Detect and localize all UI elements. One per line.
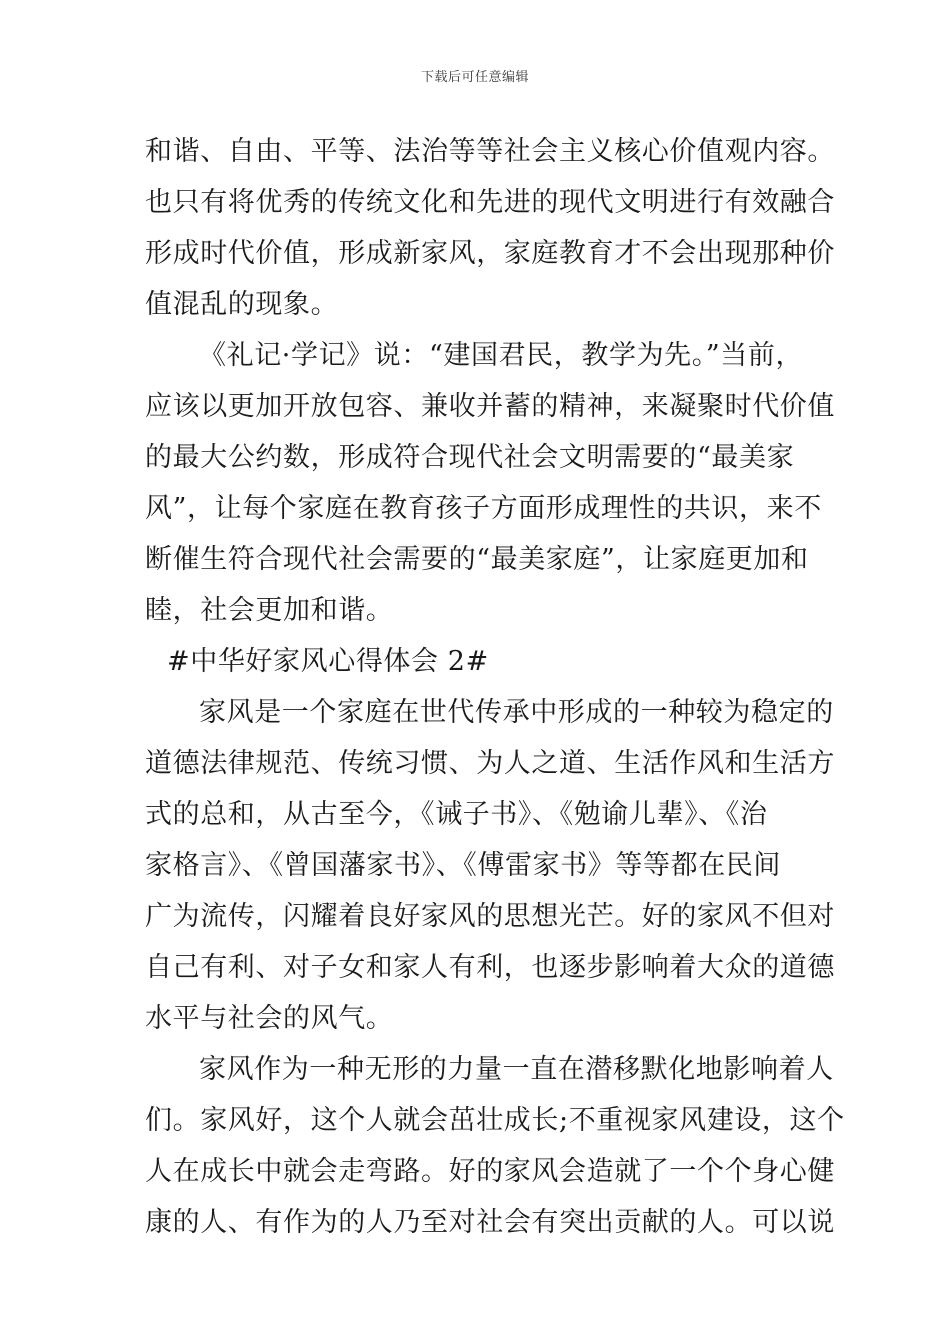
text-line: 值混乱的现象。 <box>145 289 339 320</box>
text-line: 式的总和，从古至今，《诫子书》、《勉谕儿辈》、《治 <box>145 799 768 830</box>
text-line: 们。家风好，这个人就会茁壮成长;不重视家风建设，这个 <box>145 1105 845 1136</box>
text-line: 自己有利、对子女和家人有利，也逐步影响着大众的道德 <box>145 952 835 983</box>
text-line: 水平与社会的风气。 <box>145 1003 394 1034</box>
paragraph-3 <box>145 687 835 1044</box>
text-line: 道德法律规范、传统习惯、为人之道、生活作风和生活方 <box>145 748 835 779</box>
heading-line: #中华好家风心得体会 2# <box>167 646 489 677</box>
paragraph-2 <box>145 330 835 636</box>
text-line: 家风作为一种无形的力量一直在潜移默化地影响着人 <box>199 1054 834 1085</box>
text-line: 家风是一个家庭在世代传承中形成的一种较为稳定的 <box>199 697 834 728</box>
paragraph-4 <box>145 1044 845 1248</box>
text-line: 应该以更加开放包容、兼收并蓄的精神，来凝聚时代价值 <box>145 391 835 422</box>
text-line: 家格言》、《曾国藩家书》、《傅雷家书》等等都在民间 <box>145 850 781 881</box>
text-line: 的最大公约数，形成符合现代社会文明需要的“最美家 <box>145 442 795 473</box>
text-line: 也只有将优秀的传统文化和先进的现代文明进行有效融合 <box>145 187 835 218</box>
text-line: 和谐、自由、平等、法治等等社会主义核心价值观内容。 <box>145 136 835 167</box>
paragraph-1 <box>145 126 835 330</box>
text-line: 风”，让每个家庭在教育孩子方面形成理性的共识，来不 <box>145 493 822 524</box>
text-line: 断催生符合现代社会需要的“最美家庭”，让家庭更加和 <box>145 544 809 575</box>
text-line: 人在成长中就会走弯路。好的家风会造就了一个个身心健 <box>145 1156 835 1187</box>
text-line: 广为流传，闪耀着良好家风的思想光芒。好的家风不但对 <box>145 901 835 932</box>
text-line: 睦，社会更加和谐。 <box>145 595 394 626</box>
text-line: 形成时代价值，形成新家风，家庭教育才不会出现那种价 <box>145 238 835 269</box>
text-line: 《礼记·学记》说：“建国君民，教学为先。”当前， <box>199 340 804 371</box>
section-heading <box>145 636 810 687</box>
document-body <box>145 126 845 1248</box>
page-header: 下载后可任意编辑 <box>420 70 529 85</box>
text-line: 康的人、有作为的人乃至对社会有突出贡献的人。可以说 <box>145 1207 835 1238</box>
